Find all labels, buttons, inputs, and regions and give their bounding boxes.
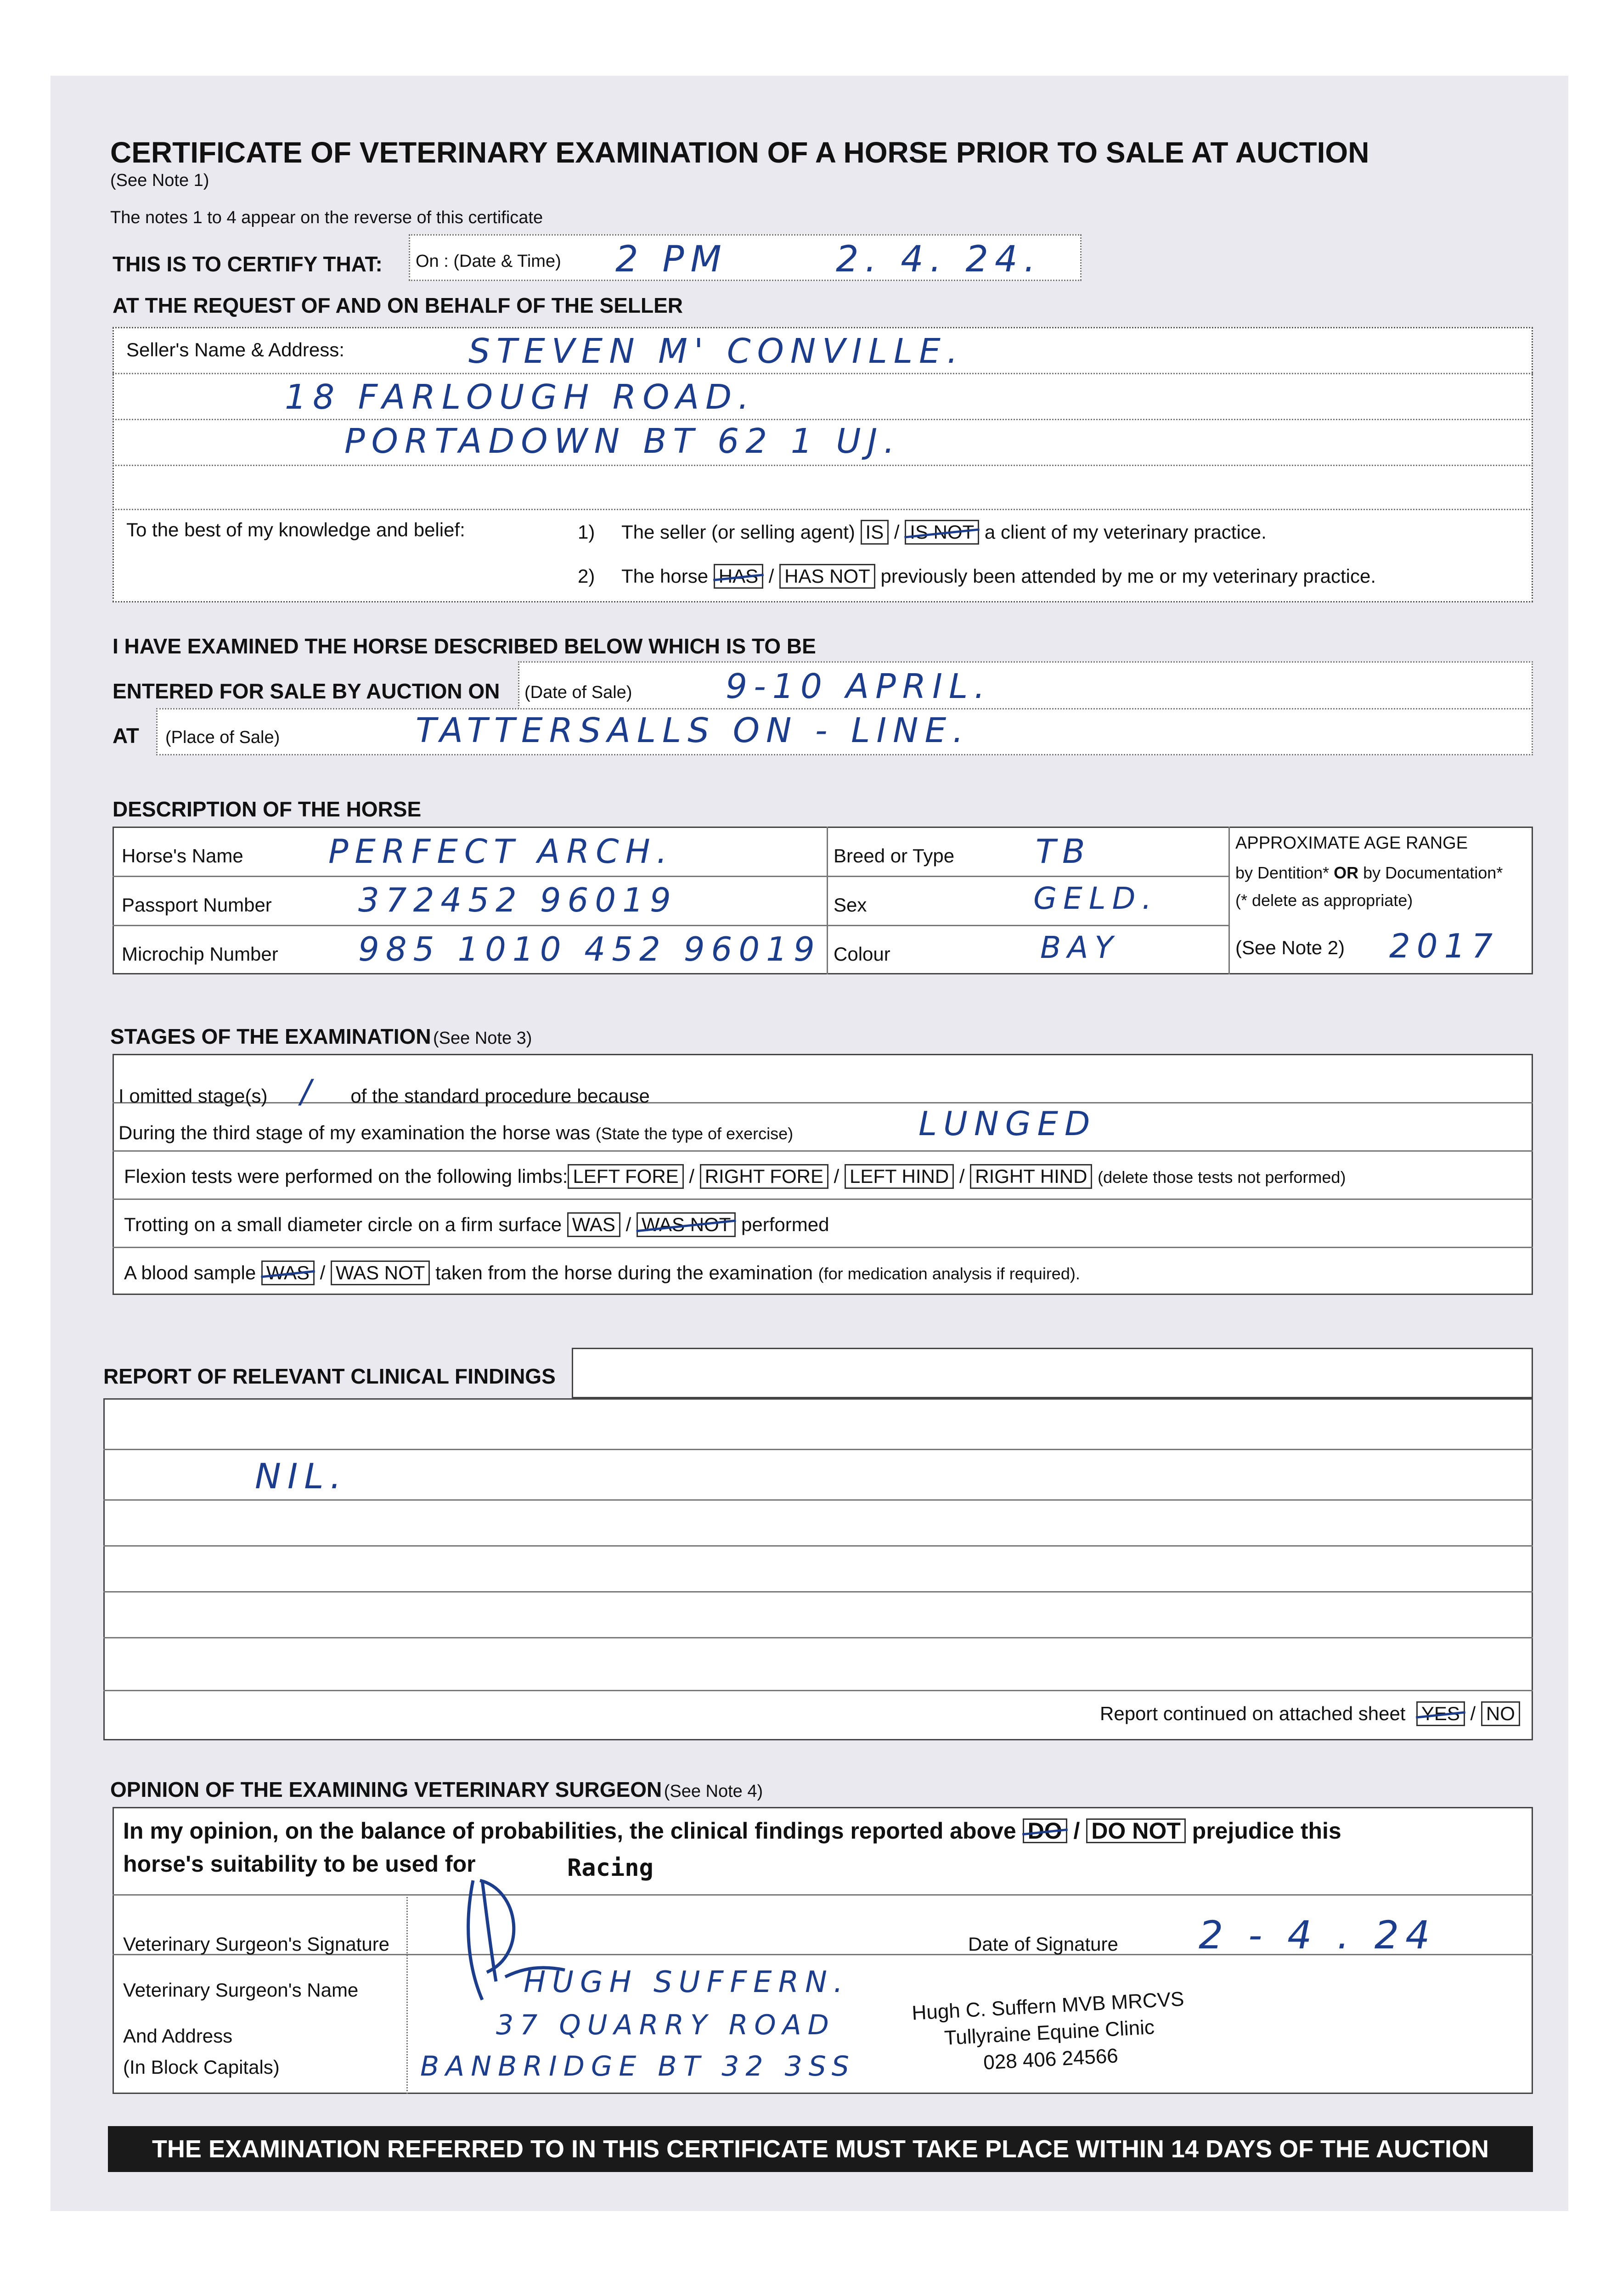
limb-sep-2: / (834, 1165, 839, 1187)
continued-no-option[interactable]: NO (1481, 1701, 1520, 1726)
age-by-documentation[interactable]: by Documentation* (1363, 863, 1503, 882)
description-heading: DESCRIPTION OF THE HORSE (113, 797, 422, 821)
report-findings-value[interactable]: NIL. (255, 1456, 348, 1497)
seller-address-line1[interactable]: 18 FARLOUGH ROAD. (285, 377, 755, 417)
limb-right-fore[interactable]: RIGHT FORE (700, 1164, 828, 1189)
continued-yes-option[interactable]: YES (1416, 1701, 1465, 1726)
item1-separator: / (894, 521, 900, 543)
omitted-value[interactable]: / (300, 1073, 318, 1110)
limb-sep-3: / (959, 1165, 965, 1187)
vet-address-line2[interactable]: BANBRIDGE BT 32 3SS (420, 2050, 856, 2082)
limb-sep-1: / (689, 1165, 695, 1187)
age-range-heading: APPROXIMATE AGE RANGE (1235, 833, 1468, 853)
third-stage-value[interactable]: LUNGED (918, 1104, 1097, 1143)
date-of-sale-value[interactable]: 9-10 APRIL. (726, 667, 992, 706)
entered-label: ENTERED FOR SALE BY AUCTION ON (113, 679, 500, 703)
trotting-was-option[interactable]: WAS (567, 1212, 620, 1237)
attended-has-not-option[interactable]: HAS NOT (779, 564, 875, 589)
certify-label: THIS IS TO CERTIFY THAT: (113, 252, 383, 276)
opinion-suffix: prejudice this (1192, 1818, 1341, 1844)
blood-sample-row (124, 1261, 1080, 1285)
flexion-row (124, 1164, 1346, 1189)
item2-separator: / (768, 565, 774, 587)
blood-suffix: taken from the horse during the examination (435, 1262, 813, 1283)
horse-name-value[interactable]: PERFECT ARCH. (328, 832, 674, 871)
place-of-sale-label: (Place of Sale) (165, 728, 280, 747)
omitted-label: I omitted stage(s) (118, 1085, 268, 1107)
stages-heading: STAGES OF THE EXAMINATION (110, 1024, 431, 1048)
report-continued-label: Report continued on attached sheet (1100, 1703, 1406, 1724)
opinion-see-note: (See Note 4) (664, 1782, 763, 1801)
client-is-option[interactable]: IS (861, 520, 889, 545)
omitted-suffix: of the standard procedure because (350, 1085, 650, 1107)
opinion-do-not-option[interactable]: DO NOT (1086, 1818, 1185, 1843)
opinion-line-2: horse's suitability to be used for (123, 1851, 476, 1877)
opinion-heading: OPINION OF THE EXAMINING VETERINARY SURGEON (110, 1778, 662, 1801)
flexion-label: Flexion tests were performed on the following limbs: (124, 1165, 568, 1187)
report-continued-row (1100, 1701, 1520, 1726)
colour-label: Colour (834, 943, 890, 965)
third-stage-row (118, 1122, 793, 1144)
at-label: AT (113, 724, 139, 748)
blood-was-not-option[interactable]: WAS NOT (331, 1261, 430, 1285)
item1-suffix: a client of my veterinary practice. (984, 521, 1267, 543)
request-label: AT THE REQUEST OF AND ON BEHALF OF THE SELLER (113, 293, 683, 317)
breed-label: Breed or Type (834, 845, 955, 867)
blood-was-option[interactable]: WAS (261, 1261, 315, 1285)
blood-note: (for medication analysis if required). (818, 1264, 1080, 1283)
age-or: OR (1334, 863, 1359, 882)
seller-address-line2[interactable]: PORTADOWN BT 62 1 UJ. (344, 422, 901, 461)
title-see-note: (See Note 1) (110, 171, 209, 190)
trotting-suffix: performed (741, 1214, 829, 1235)
exam-date-value: 2. 4. 24. (836, 239, 1042, 280)
seller-name-value[interactable]: STEVEN M' CONVILLE. (468, 332, 964, 371)
vet-address-label: And Address (123, 2025, 233, 2047)
client-is-not-option[interactable]: IS NOT (905, 520, 979, 545)
limb-right-hind[interactable]: RIGHT HIND (970, 1164, 1092, 1189)
attended-has-option[interactable]: HAS (714, 564, 763, 589)
item2-number: 2) (578, 565, 595, 587)
date-time-label: On : (Date & Time) (416, 252, 561, 271)
sale-heading: I HAVE EXAMINED THE HORSE DESCRIBED BELOW WHICH IS TO BE (113, 634, 816, 658)
belief-label: To the best of my knowledge and belief: (126, 519, 465, 540)
item1-number: 1) (578, 521, 595, 543)
age-value[interactable]: 2017 (1389, 927, 1499, 965)
passport-label: Passport Number (122, 894, 272, 916)
certificate-title: CERTIFICATE OF VETERINARY EXAMINATION OF A HORSE PRIOR TO SALE AT AUCTION (110, 136, 1369, 169)
seller-name-label: Seller's Name & Address: (126, 339, 344, 360)
age-see-note: (See Note 2) (1235, 937, 1345, 958)
item1-text: The seller (or selling agent) (621, 521, 855, 543)
opinion-text: In my opinion, on the balance of probabilities, the clinical findings reported above (123, 1818, 1016, 1844)
signature-date-value[interactable]: 2 - 4 . 24 (1199, 1913, 1437, 1958)
stamp-line-1: Hugh C. Suffern MVB MRCVS (911, 1987, 1185, 2025)
sex-value[interactable]: GELD. (1033, 881, 1158, 916)
third-stage-label: During the third stage of my examination the horse was (118, 1122, 591, 1143)
opinion-heading-line (110, 1777, 763, 1802)
vet-name-label: Veterinary Surgeon's Name (123, 1979, 359, 2001)
stages-see-note: (See Note 3) (433, 1029, 532, 1048)
age-by-dentition[interactable]: by Dentition* (1235, 863, 1330, 882)
opinion-separator: / (1073, 1818, 1080, 1844)
trotting-was-not-option[interactable]: WAS NOT (637, 1212, 736, 1237)
intended-use-value[interactable]: Racing (567, 1854, 654, 1882)
trotting-label: Trotting on a small diameter circle on a firm surface (124, 1214, 562, 1235)
signature-label: Veterinary Surgeon's Signature (123, 1933, 390, 1955)
trotting-row (124, 1212, 829, 1237)
age-method-line (1235, 863, 1503, 883)
footer-banner: THE EXAMINATION REFERRED TO IN THIS CERTIFICATE MUST TAKE PLACE WITHIN 14 DAYS OF THE AUCTION (108, 2126, 1533, 2172)
horse-name-label: Horse's Name (122, 845, 243, 867)
belief-item-1 (578, 520, 1267, 545)
date-of-sale-label: (Date of Sale) (524, 683, 632, 702)
omitted-stages-row (118, 1073, 650, 1110)
blood-label: A blood sample (124, 1262, 256, 1283)
sex-label: Sex (834, 894, 867, 916)
limb-left-fore[interactable]: LEFT FORE (568, 1164, 683, 1189)
stamp-line-2: Tullyraine Equine Clinic (943, 2016, 1155, 2049)
report-heading: REPORT OF RELEVANT CLINICAL FINDINGS (103, 1364, 556, 1388)
vet-stamp (898, 1985, 1200, 2081)
colour-value[interactable]: BAY (1040, 930, 1120, 965)
vet-address-line1[interactable]: 37 QUARRY ROAD (496, 2009, 835, 2041)
third-stage-note: (State the type of exercise) (595, 1124, 794, 1143)
continued-separator: / (1470, 1703, 1476, 1724)
microchip-label: Microchip Number (122, 943, 278, 965)
report-header-box (572, 1348, 1533, 1398)
belief-item-2 (578, 564, 1376, 589)
breed-value[interactable]: TB (1036, 832, 1092, 871)
opinion-line-1 (123, 1818, 1341, 1844)
exam-time-value: 2 PM (615, 239, 728, 280)
passport-value[interactable]: 372452 96019 (358, 881, 677, 919)
microchip-value[interactable]: 985 1010 452 96019 (358, 930, 821, 968)
flexion-note: (delete those tests not performed) (1098, 1168, 1346, 1187)
stages-heading-line (110, 1024, 532, 1049)
opinion-do-option[interactable]: DO (1023, 1818, 1067, 1843)
item2-text: The horse (621, 565, 709, 587)
blood-separator: / (320, 1262, 326, 1283)
trotting-separator: / (625, 1214, 631, 1235)
block-capitals-label: (In Block Capitals) (123, 2056, 280, 2078)
age-delete-note: (* delete as appropriate) (1235, 891, 1413, 910)
limb-left-hind[interactable]: LEFT HIND (845, 1164, 954, 1189)
place-of-sale-value[interactable]: TATTERSALLS ON - LINE. (416, 711, 970, 750)
signature-date-label: Date of Signature (968, 1933, 1118, 1955)
item2-suffix: previously been attended by me or my veterinary practice. (880, 565, 1376, 587)
stamp-line-3: 028 406 24566 (983, 2044, 1119, 2074)
notes-reverse-text: The notes 1 to 4 appear on the reverse of this certificate (110, 208, 543, 227)
vet-name-value[interactable]: HUGH SUFFERN. (524, 1965, 850, 1999)
